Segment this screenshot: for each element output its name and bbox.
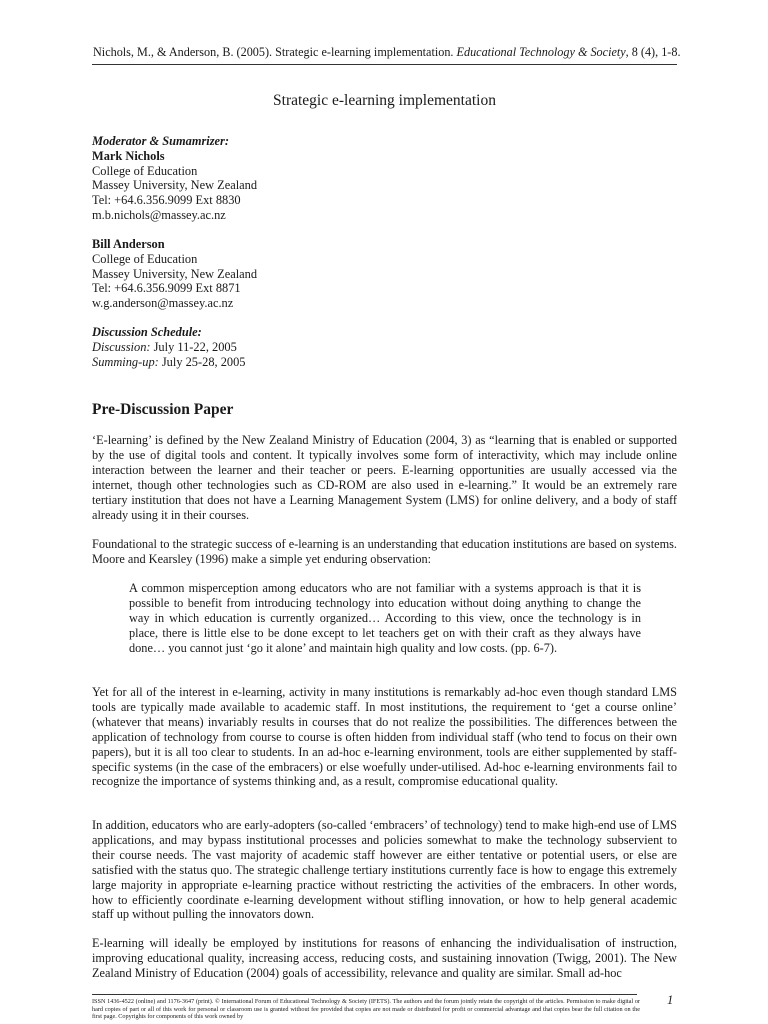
schedule-heading: Discussion Schedule:: [92, 325, 202, 339]
citation-volume: , 8 (4), 1-8.: [625, 45, 681, 59]
coauthor-block: [92, 237, 677, 311]
block-quote: A common misperception among educators who are not familiar with a systems approach is that it is possible to benefit from introducing technology into education without doing anything to change the way in which education is currently organized… According to this view, once the technology is in place, there is little else to be done except to let teachers get on with their craft as they always have done… you cannot just ‘go it alone’ and maintain high quality and low costs. (pp. 6-7).: [129, 581, 641, 655]
moderator-block: [92, 134, 677, 223]
coauthor-name: Bill Anderson: [92, 237, 165, 251]
paragraph-1: ‘E-learning’ is defined by the New Zealand Ministry of Education (2004, 3) as “learning that is enabled or supported by the use of digital tools and content. It typically involves some form of interactivity, which may include online interaction between the learner and their teacher or peers. E-learning opportunities are usually accessed via the internet, though other technologies such as CD-ROM are also used in e-learning.” It would be an extremely rare tertiary institution that does not have a Learning Management System (LMS) for online delivery, and a body of staff already using it in their courses.: [92, 433, 677, 522]
coauthor-tel: Tel: +64.6.356.9099 Ext 8871: [92, 281, 241, 296]
schedule-discussion: [92, 340, 677, 355]
discussion-label: Discussion:: [92, 339, 151, 354]
moderator-dept: College of Education: [92, 163, 198, 178]
coauthor-dept: College of Education: [92, 251, 198, 266]
moderator-name: Mark Nichols: [92, 148, 165, 163]
moderator-university: Massey University, New Zealand: [92, 178, 258, 193]
header-rule: [92, 64, 677, 65]
coauthor-university: Massey University, New Zealand: [92, 266, 258, 281]
paragraph-3: Yet for all of the interest in e-learning, activity in many institutions is remarkably ad-hoc even though standard LMS tools are typically made available to academic staff. In most institutions, the requirement to ‘get a course online’ (whatever that means) invariably results in courses that do not realize the possibilities. The differences between the application of technology from course to course is often hidden from individual staff (who tend to focus on their own papers), but it is all too clear to students. In an ad-hoc e-learning environment, tools are either supplemented by staff-specific systems (in the case of the embracers) or else woefully under-utilised. Ad-hoc e-learning environments fail to recognize the importance of systems thinking and, as a result, compromise educational quality.: [92, 685, 677, 789]
moderator-email[interactable]: m.b.nichols@massey.ac.nz: [92, 207, 226, 222]
paper-title: Strategic e-learning implementation: [273, 92, 496, 109]
coauthor-email[interactable]: w.g.anderson@massey.ac.nz: [92, 296, 234, 311]
moderator-tel: Tel: +64.6.356.9099 Ext 8830: [92, 193, 241, 208]
summing-label: Summing-up:: [92, 354, 159, 369]
paragraph-4: In addition, educators who are early-adopters (so-called ‘embracers’ of technology) tend to make high-end use of LMS applications, and may bypass institutional processes and policies somewhat to make the technology subservient to their course needs. The vast majority of academic staff however are either tentative or potential users, or else are satisfied with the status quo. The strategic challenge tertiary institutions currently face is how to engage this extremely large majority in appropriate e-learning practice without restricting the activities of the embracers. In other words, how to efficiently coordinate e-learning development without stifling innovation, or how to help general academic staff up without pulling the innovators down.: [92, 818, 677, 922]
section-heading: Pre-Discussion Paper: [92, 401, 234, 418]
citation-header: [93, 45, 681, 60]
schedule-block: [92, 325, 677, 369]
summing-dates: July 25-28, 2005: [158, 354, 246, 369]
paragraph-5: E-learning will ideally be employed by institutions for reasons of enhancing the individualisation of instruction, improving educational quality, increasing access, reducing costs, and sustaining innovation (Twigg, 2001). The New Zealand Ministry of Education (2004) goals of accessibility, relevance and quality are similar. Small ad-hoc: [92, 936, 677, 980]
citation-journal: Educational Technology & Society: [456, 45, 626, 59]
footer-rule: [92, 994, 637, 995]
copyright-notice: ISSN 1436-4522 (online) and 1176-3647 (print). © International Forum of Educational Technology & Society (IFETS). The authors and the forum jointly retain the copyright of the articles. Permission to make digital or hard copies of part or all of this work for personal or classroom use is granted without fee provided that copies are not made or distributed for profit or commercial advantage and that copies bear the full citation on the first page. Copyrights for components of this work owned by: [92, 998, 640, 1021]
discussion-dates: July 11-22, 2005: [150, 339, 237, 354]
paragraph-2: Foundational to the strategic success of e-learning is an understanding that education institutions are based on systems. Moore and Kearsley (1996) make a simple yet enduring observation:: [92, 537, 677, 566]
moderator-heading: Moderator & Sumamrizer:: [92, 134, 230, 148]
citation-authors: Nichols, M., & Anderson, B. (2005). Strategic e-learning implementation.: [93, 45, 457, 59]
page-number: 1: [667, 993, 674, 1007]
schedule-summing-up: [92, 355, 677, 370]
